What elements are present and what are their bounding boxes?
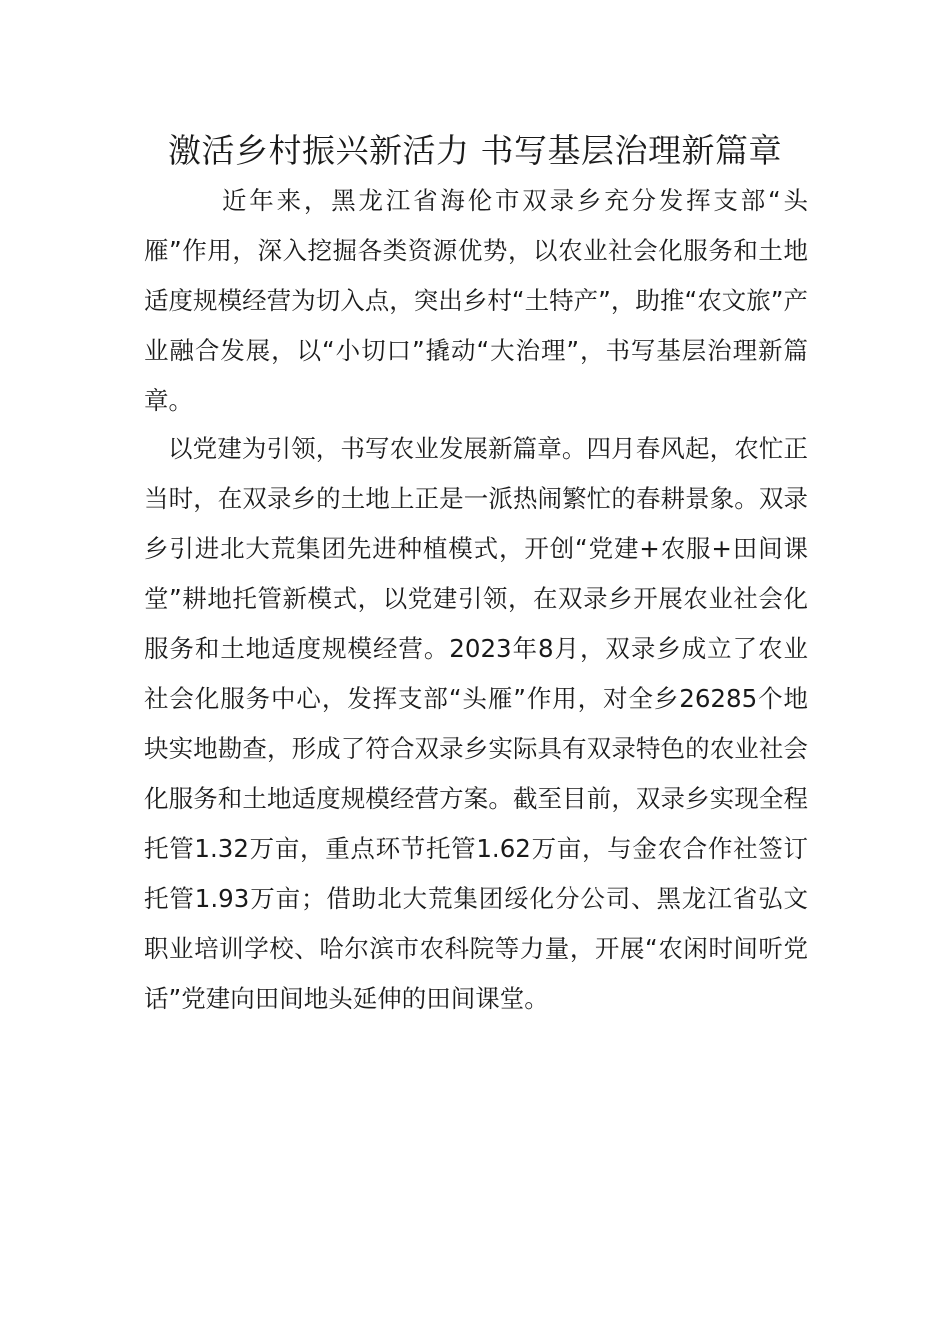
article-paragraph-agriculture: 以党建为引领，书写农业发展新篇章。四月春风起，农忙正当时，在双录乡的土地上正是一派热闹繁忙的春耕景象。双录乡引进北大荒集团先进种植模式，开创“党建+农服+田间课堂”耕地托管新模式，以党建引领，在双录乡开展农业社会化服务和土地适度规模经营。2023年8月，双录乡成立了农业社会化服务中心，发挥支部“头雁”作用，对全乡26285个地块实地勘查，形成了符合双录乡实际具有双录特色的农业社会化服务和土地适度规模经营方案。截至目前，双录乡实现全程托管1.32万亩，重点环节托管1.62万亩，与金农合作社签订托管1.93万亩；借助北大荒集团绥化分公司、黑龙江省弘文职业培训学校、哈尔滨市农科院等力量，开展“农闲时间听党话”党建向田间地头延伸的田间课堂。 [144,434,808,1013]
article-title: 激活乡村振兴新活力 书写基层治理新篇章 [168,131,782,170]
article-paragraph-intro: 近年来，黑龙江省海伦市双录乡充分发挥支部“头雁”作用，深入挖掘各类资源优势，以农业社会化服务和土地适度规模经营为切入点，突出乡村“土特产”，助推“农文旅”产业融合发展，以“小切口”撬动“大治理”，书写基层治理新篇章。 [144,186,808,415]
